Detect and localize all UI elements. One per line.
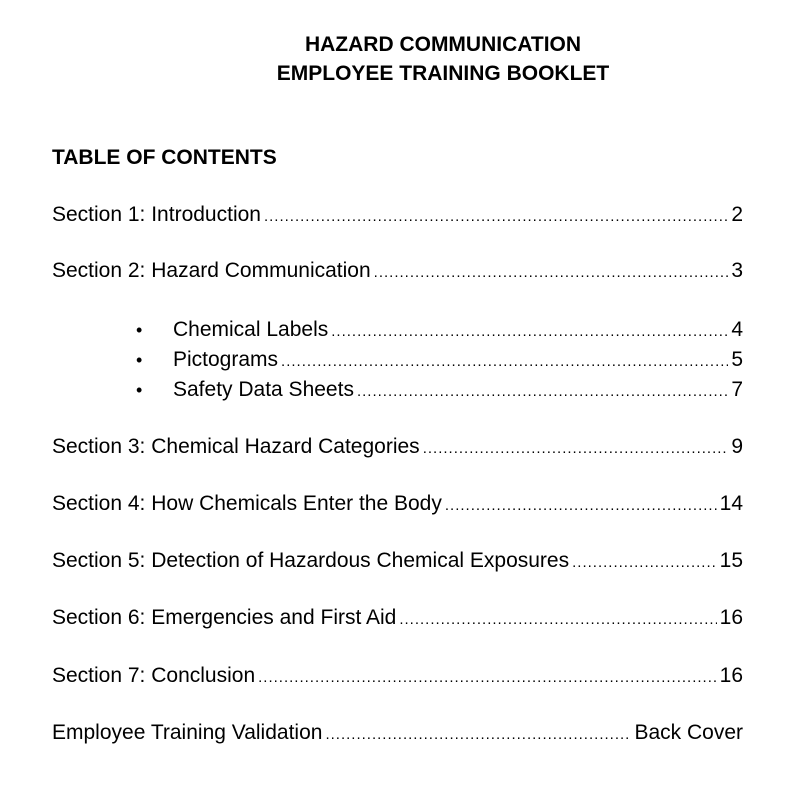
toc-entry-page: Back Cover — [634, 721, 743, 744]
toc-entry-page: 2 — [731, 203, 743, 226]
bullet-icon: • — [136, 320, 143, 340]
toc-entry-label: Employee Training Validation — [52, 721, 323, 744]
toc-entry-page: 16 — [719, 606, 743, 629]
toc-entry-label: Safety Data Sheets — [173, 378, 354, 401]
toc-entry-section-6 — [52, 604, 743, 632]
document-title-line-2: EMPLOYEE TRAINING BOOKLET — [276, 62, 610, 85]
bullet-icon: • — [136, 380, 143, 400]
dot-leader — [331, 318, 728, 346]
toc-heading: TABLE OF CONTENTS — [52, 146, 277, 169]
toc-entry-label: Section 7: Conclusion — [52, 664, 256, 687]
toc-entry-page: 7 — [731, 378, 743, 401]
toc-entry-page: 9 — [731, 435, 743, 458]
toc-entry-page: 4 — [731, 318, 743, 341]
dot-leader — [423, 435, 729, 463]
toc-entry-section-1 — [52, 201, 743, 229]
toc-entry-section-2 — [52, 257, 743, 285]
toc-entry-section-5 — [52, 547, 743, 575]
toc-subentry-chemical-labels — [136, 316, 743, 344]
dot-leader — [258, 664, 717, 692]
toc-subentry-safety-data-sheets — [136, 376, 743, 404]
dot-leader — [572, 549, 717, 577]
document-title-line-1: HAZARD COMMUNICATION — [304, 33, 582, 56]
toc-entry-label: Section 4: How Chemicals Enter the Body — [52, 492, 442, 515]
bullet-icon: • — [136, 350, 143, 370]
toc-entry-page: 14 — [719, 492, 743, 515]
dot-leader — [357, 378, 728, 406]
toc-entry-page: 5 — [731, 348, 743, 371]
toc-entry-label: Section 6: Emergencies and First Aid — [52, 606, 397, 629]
toc-entry-label: Pictograms — [173, 348, 279, 371]
toc-entry-training-validation — [52, 719, 743, 747]
dot-leader — [264, 203, 728, 231]
toc-entry-page: 16 — [719, 664, 743, 687]
toc-entry-section-3 — [52, 433, 743, 461]
toc-entry-label: Section 5: Detection of Hazardous Chemical Exposures — [52, 549, 570, 572]
toc-entry-label: Chemical Labels — [173, 318, 329, 341]
dot-leader — [399, 606, 716, 634]
toc-entry-label: Section 2: Hazard Communication — [52, 259, 371, 282]
dot-leader — [374, 259, 729, 287]
dot-leader — [445, 492, 717, 520]
dot-leader — [281, 348, 728, 376]
toc-entry-page: 3 — [731, 259, 743, 282]
toc-subentry-pictograms — [136, 346, 743, 374]
toc-entry-section-7 — [52, 662, 743, 690]
dot-leader — [325, 721, 631, 749]
toc-entry-page: 15 — [719, 549, 743, 572]
toc-entry-section-4 — [52, 490, 743, 518]
toc-entry-label: Section 1: Introduction — [52, 203, 261, 226]
toc-entry-label: Section 3: Chemical Hazard Categories — [52, 435, 420, 458]
